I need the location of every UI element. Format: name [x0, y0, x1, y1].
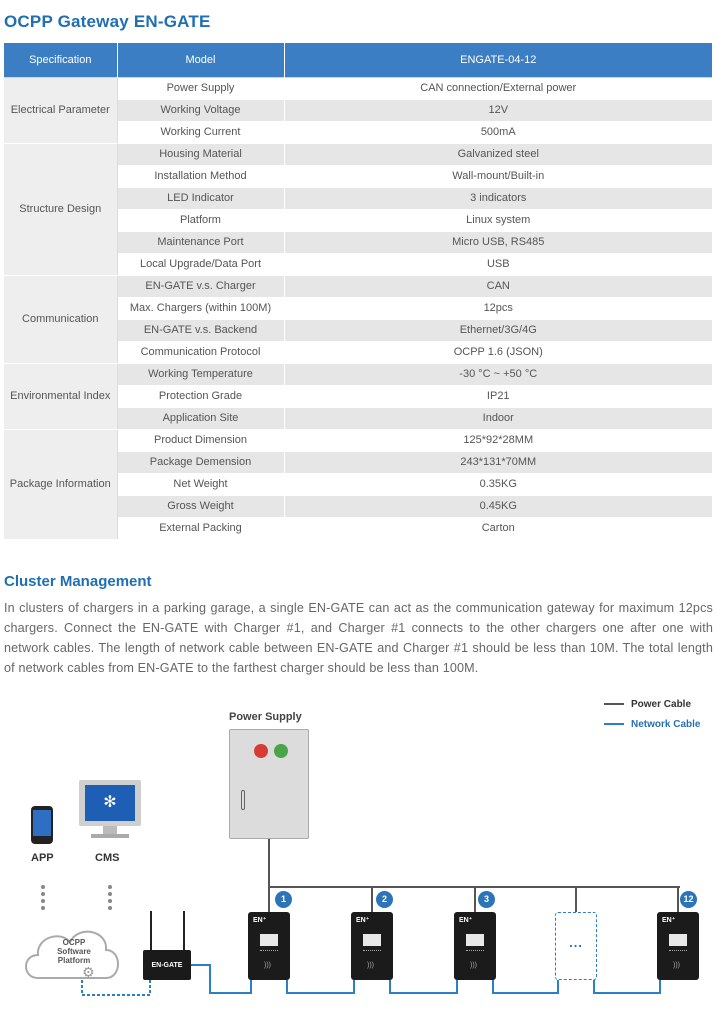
gateway-label: EN-GATE [151, 962, 183, 969]
power-supply-label: Power Supply [229, 711, 302, 723]
spec-model-cell: Installation Method [117, 165, 284, 187]
spec-value-cell: Galvanized steel [284, 143, 712, 165]
spec-model-cell: Local Upgrade/Data Port [117, 253, 284, 275]
legend-network-label: Network Cable [631, 719, 701, 730]
charger-logo: EN⁺ [253, 917, 267, 924]
spec-group-label: Communication [4, 275, 117, 363]
charger-display [260, 934, 278, 946]
spec-model-cell: Gross Weight [117, 495, 284, 517]
antenna-left-icon [150, 911, 152, 951]
network-cable-3-ghost [493, 980, 558, 993]
spec-value-cell: Wall-mount/Built-in [284, 165, 712, 187]
charger-display [466, 934, 484, 946]
charger-buttons [669, 950, 687, 953]
spec-group-label: Structure Design [4, 143, 117, 275]
charger-placeholder-icon [555, 912, 597, 980]
cloud-platform-label: OCPP Software Platform [57, 938, 91, 965]
cms-label: CMS [95, 852, 120, 864]
col-header-specification: Specification [4, 43, 117, 77]
rfid-icon: ))) [470, 962, 477, 969]
monitor-base [91, 834, 129, 838]
monitor-screen-loading-icon: ✻ [85, 785, 135, 821]
monitor-stand [103, 826, 117, 834]
charger-logo: EN⁺ [459, 917, 473, 924]
charger-2-icon [351, 912, 393, 980]
spec-model-cell: Working Voltage [117, 99, 284, 121]
red-lamp-icon [254, 744, 268, 758]
charger-buttons [363, 950, 381, 953]
rfid-icon: ))) [367, 962, 374, 969]
charger-display [669, 934, 687, 946]
spec-group-label: Electrical Parameter [4, 77, 117, 143]
charger-badge-3: 3 [478, 891, 495, 908]
spec-model-cell: Package Demension [117, 451, 284, 473]
spec-model-cell: Max. Chargers (within 100M) [117, 297, 284, 319]
app-label: APP [31, 852, 54, 864]
spec-value-cell: 500mA [284, 121, 712, 143]
spec-model-cell: Power Supply [117, 77, 284, 99]
spec-model-cell: Protection Grade [117, 385, 284, 407]
spec-model-cell: External Packing [117, 517, 284, 539]
spec-model-cell: Working Temperature [117, 363, 284, 385]
antenna-right-icon [183, 911, 185, 951]
spec-value-cell: IP21 [284, 385, 712, 407]
spec-value-cell: Linux system [284, 209, 712, 231]
cluster-paragraph: In clusters of chargers in a parking garage, a single EN-GATE can act as the communication gateway for maximum 12pcs chargers. Connect the EN-GATE with Charger #1, and Charger #1 connects to the other chargers one after one with network cables. The length of network cable between EN-GATE and Charger #1 should be less than 10M. The total length of network cables from EN-GATE to the farthest charger should be less than 100M. [4, 601, 713, 675]
phone-icon [31, 806, 53, 844]
gear-icon: ⚙ [82, 964, 95, 980]
page-title: OCPP Gateway EN-GATE [4, 12, 211, 31]
charger-buttons [260, 950, 278, 953]
cluster-title: Cluster Management [4, 573, 152, 590]
spec-value-cell: 3 indicators [284, 187, 712, 209]
spec-value-cell: 12V [284, 99, 712, 121]
charger-12-icon [657, 912, 699, 980]
network-cable-cloud-gateway [82, 980, 150, 995]
spec-value-cell: USB [284, 253, 712, 275]
spec-model-cell: Net Weight [117, 473, 284, 495]
charger-logo: EN⁺ [356, 917, 370, 924]
green-lamp-icon [274, 744, 288, 758]
network-cable-gateway-1 [191, 965, 251, 993]
spec-value-cell: -30 °C ~ +50 °C [284, 363, 712, 385]
phone-screen [33, 810, 51, 836]
en-gate-router-icon [143, 950, 191, 980]
spec-value-cell: 12pcs [284, 297, 712, 319]
spec-value-cell: OCPP 1.6 (JSON) [284, 341, 712, 363]
spec-value-cell: 0.35KG [284, 473, 712, 495]
spec-model-cell: EN-GATE v.s. Charger [117, 275, 284, 297]
spec-value-cell: CAN [284, 275, 712, 297]
spec-value-cell: Indoor [284, 407, 712, 429]
cabinet-handle-icon [241, 790, 245, 810]
spec-model-cell: Housing Material [117, 143, 284, 165]
charger-display [363, 934, 381, 946]
more-chargers-ellipsis: ... [569, 935, 583, 950]
spec-value-cell: Ethernet/3G/4G [284, 319, 712, 341]
spec-value-cell: Carton [284, 517, 712, 539]
network-cable-ghost-12 [594, 980, 660, 993]
spec-model-cell: EN-GATE v.s. Backend [117, 319, 284, 341]
network-cable-1-2 [287, 980, 354, 993]
spec-value-cell: CAN connection/External power [284, 77, 712, 99]
charger-badge-12: 12 [680, 891, 697, 908]
legend-power-label: Power Cable [631, 699, 692, 710]
charger-1-icon [248, 912, 290, 980]
signal-dots-app-icon [41, 885, 45, 913]
spec-model-cell: Product Dimension [117, 429, 284, 451]
spec-group-label: Package Information [4, 429, 117, 539]
spec-model-cell: Maintenance Port [117, 231, 284, 253]
spec-value-cell: 0.45KG [284, 495, 712, 517]
spec-value-cell: 243*131*70MM [284, 451, 712, 473]
charger-badge-1: 1 [275, 891, 292, 908]
charger-logo: EN⁺ [662, 917, 676, 924]
rfid-icon: ))) [673, 962, 680, 969]
signal-dots-cms-icon [108, 885, 112, 913]
spec-value-cell: 125*92*28MM [284, 429, 712, 451]
spec-value-cell: Micro USB, RS485 [284, 231, 712, 253]
spec-model-cell: Platform [117, 209, 284, 231]
col-header-engate: ENGATE-04-12 [284, 43, 712, 77]
spec-group-label: Environmental Index [4, 363, 117, 429]
spec-model-cell: Communication Protocol [117, 341, 284, 363]
rfid-icon: ))) [264, 962, 271, 969]
spec-model-cell: LED Indicator [117, 187, 284, 209]
spec-model-cell: Application Site [117, 407, 284, 429]
col-header-model: Model [117, 43, 284, 77]
network-cable-2-3 [390, 980, 457, 993]
charger-3-icon [454, 912, 496, 980]
monitor-icon [79, 780, 141, 826]
charger-buttons [466, 950, 484, 953]
charger-badge-2: 2 [376, 891, 393, 908]
spec-model-cell: Working Current [117, 121, 284, 143]
power-supply-cabinet-icon [229, 729, 309, 839]
